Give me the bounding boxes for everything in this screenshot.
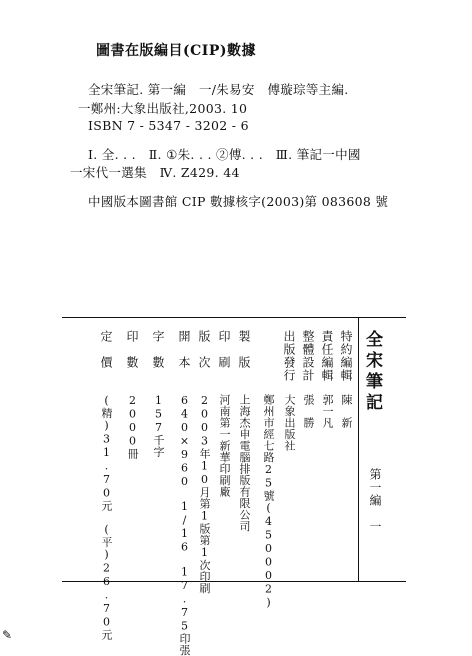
special-editor-label: 特約編輯	[339, 330, 353, 382]
editor: 郭一凡	[321, 394, 334, 429]
cip-line-data-number: 中國版本圖書館 CIP 數據核字(2003)第 083608 號	[88, 194, 389, 209]
publisher-label: 出版發行	[282, 330, 296, 382]
price: (精)31.70元 (平)26.70元	[100, 394, 113, 641]
copies: 2000冊	[126, 394, 139, 460]
cip-line-isbn: ISBN 7 - 5347 - 3202 - 6	[88, 118, 249, 133]
words-label: 字 數	[151, 330, 165, 369]
copies-label: 印 數	[125, 330, 139, 369]
editor-label: 責任編輯	[320, 330, 334, 382]
cip-line-title-editors: 全宋筆記. 第一編 一/朱易安 傅璇琮等主編.	[88, 82, 349, 97]
volume-label: 第一編 一	[368, 468, 382, 533]
edition: 2003年10月第1版第1次印刷	[198, 394, 211, 594]
typesetting: 上海杰申電腦排版有限公司	[238, 394, 251, 532]
format: 640×960 1/16 17.75印張	[178, 394, 191, 656]
printing-label: 印 刷	[217, 330, 231, 369]
printing: 河南第一新華印刷廠	[218, 394, 231, 498]
special-editor: 陳 新	[340, 394, 353, 429]
cip-line-classification: Ⅰ. 全. . . Ⅱ. ①朱. . . ②傅. . . Ⅲ. 筆記一中國	[88, 147, 361, 162]
typesetting-label: 製 版	[237, 330, 251, 369]
publisher-address: 鄭州市經七路25號(450002)	[262, 394, 275, 610]
price-label: 定 價	[99, 330, 113, 369]
corner-mark-icon: ✎	[2, 628, 13, 642]
cip-line-publisher: 一鄭州:大象出版社,2003. 10	[78, 101, 248, 116]
format-label: 開 本	[177, 330, 191, 369]
cip-line-classification-cont: 一宋代一選集 Ⅳ. Z429. 44	[70, 165, 240, 180]
words: 157千字	[152, 394, 165, 458]
colophon-box	[62, 317, 406, 656]
divider	[358, 318, 359, 581]
designer-label: 整體設計	[301, 330, 315, 382]
cip-title: 圖書在版編目(CIP)數據	[96, 43, 256, 59]
designer: 張 勝	[302, 394, 315, 429]
publisher: 大象出版社	[283, 394, 296, 452]
book-title: 全宋筆記	[362, 330, 382, 414]
edition-label: 版 次	[197, 330, 211, 369]
